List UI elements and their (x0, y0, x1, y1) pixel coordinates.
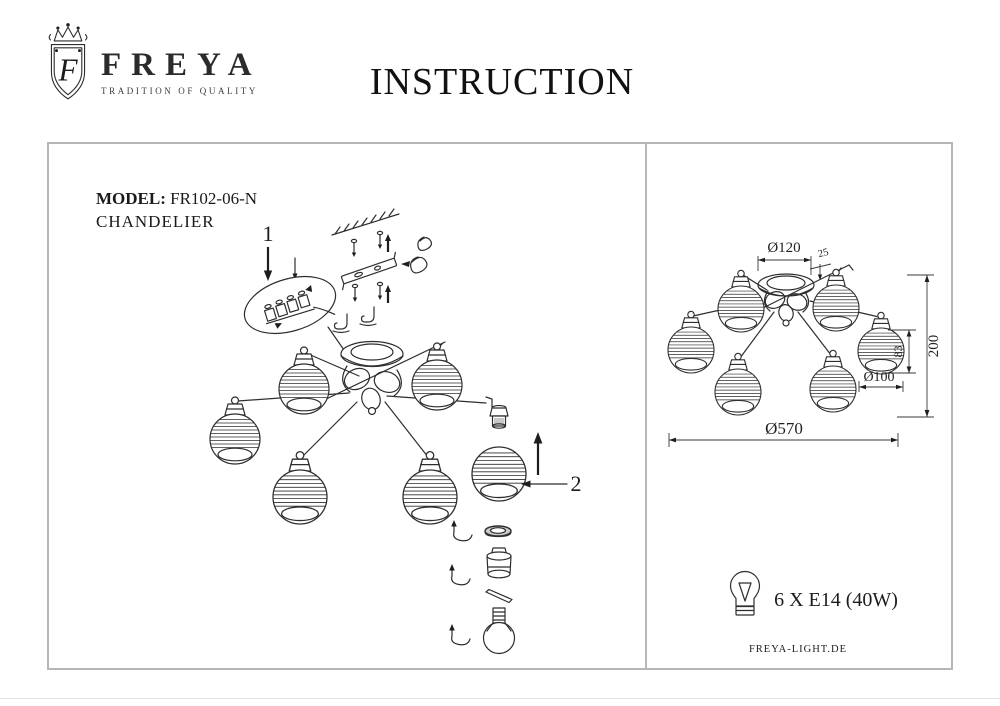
crest-monogram: F (58, 52, 78, 88)
threaded-rod (486, 590, 512, 603)
dimension-canopy-diameter (758, 240, 811, 275)
exploded-assembly-diagram (49, 144, 645, 668)
brand-text (101, 49, 262, 96)
bulb-spec-text: 6 X E14 (40W) (774, 589, 898, 611)
callout-leader-line (328, 327, 344, 350)
fixture-height-value: 200 (926, 334, 942, 358)
rotation-arrow (449, 624, 470, 645)
brand-name: FREYA (101, 47, 262, 83)
brand-tagline: TRADITION OF QUALITY (101, 86, 258, 96)
page-title: INSTRUCTION (369, 61, 635, 103)
canopy (341, 342, 403, 367)
rotation-arrow (449, 564, 470, 585)
bracket-arrow (401, 261, 410, 267)
dimension-drawing (647, 144, 951, 668)
callout-2-arrow (521, 481, 567, 488)
canopy-diameter-value: Ø120 (767, 240, 801, 256)
fixture-diameter-value: Ø570 (765, 419, 803, 438)
callout-1-label: 1 (262, 221, 274, 246)
canopy-height-value: 25 (816, 246, 830, 261)
page-header (0, 0, 1000, 140)
page-edge-line (0, 698, 1000, 699)
mounting-screws-bottom (352, 282, 391, 303)
website-text: FREYA-LIGHT.DE (748, 644, 848, 655)
bulb-icon (731, 572, 760, 616)
assembly-panel (47, 142, 647, 670)
rotation-arrow (451, 520, 472, 541)
callout-1-arrow (264, 247, 298, 281)
dimension-fixture-diameter (669, 419, 898, 447)
retaining-ring (485, 526, 511, 537)
mounting-screws-top (351, 231, 391, 257)
model-label: MODEL: (96, 189, 166, 208)
shade-height-value: 83 (891, 345, 905, 358)
spring-clips (411, 237, 432, 273)
model-number: FR102-06-N (170, 189, 258, 208)
glass-shades (210, 343, 462, 524)
shade-diameter-value: Ø100 (863, 370, 895, 385)
ceiling-hatch (332, 209, 399, 235)
freya-crest-icon (45, 20, 91, 106)
lift-arrow (534, 432, 543, 475)
lamp-socket (486, 548, 512, 603)
dimensions-panel (645, 142, 953, 670)
light-bulb (484, 608, 515, 654)
glass-shade-exploded (472, 447, 526, 501)
ceiling-hooks (333, 307, 376, 333)
product-type: CHANDELIER (96, 211, 215, 231)
terminal-block-callout (237, 266, 342, 343)
mounting-bracket (337, 252, 401, 289)
callout-2-label: 2 (570, 471, 582, 496)
brand-logo (45, 20, 91, 106)
socket-exploded (490, 406, 508, 429)
